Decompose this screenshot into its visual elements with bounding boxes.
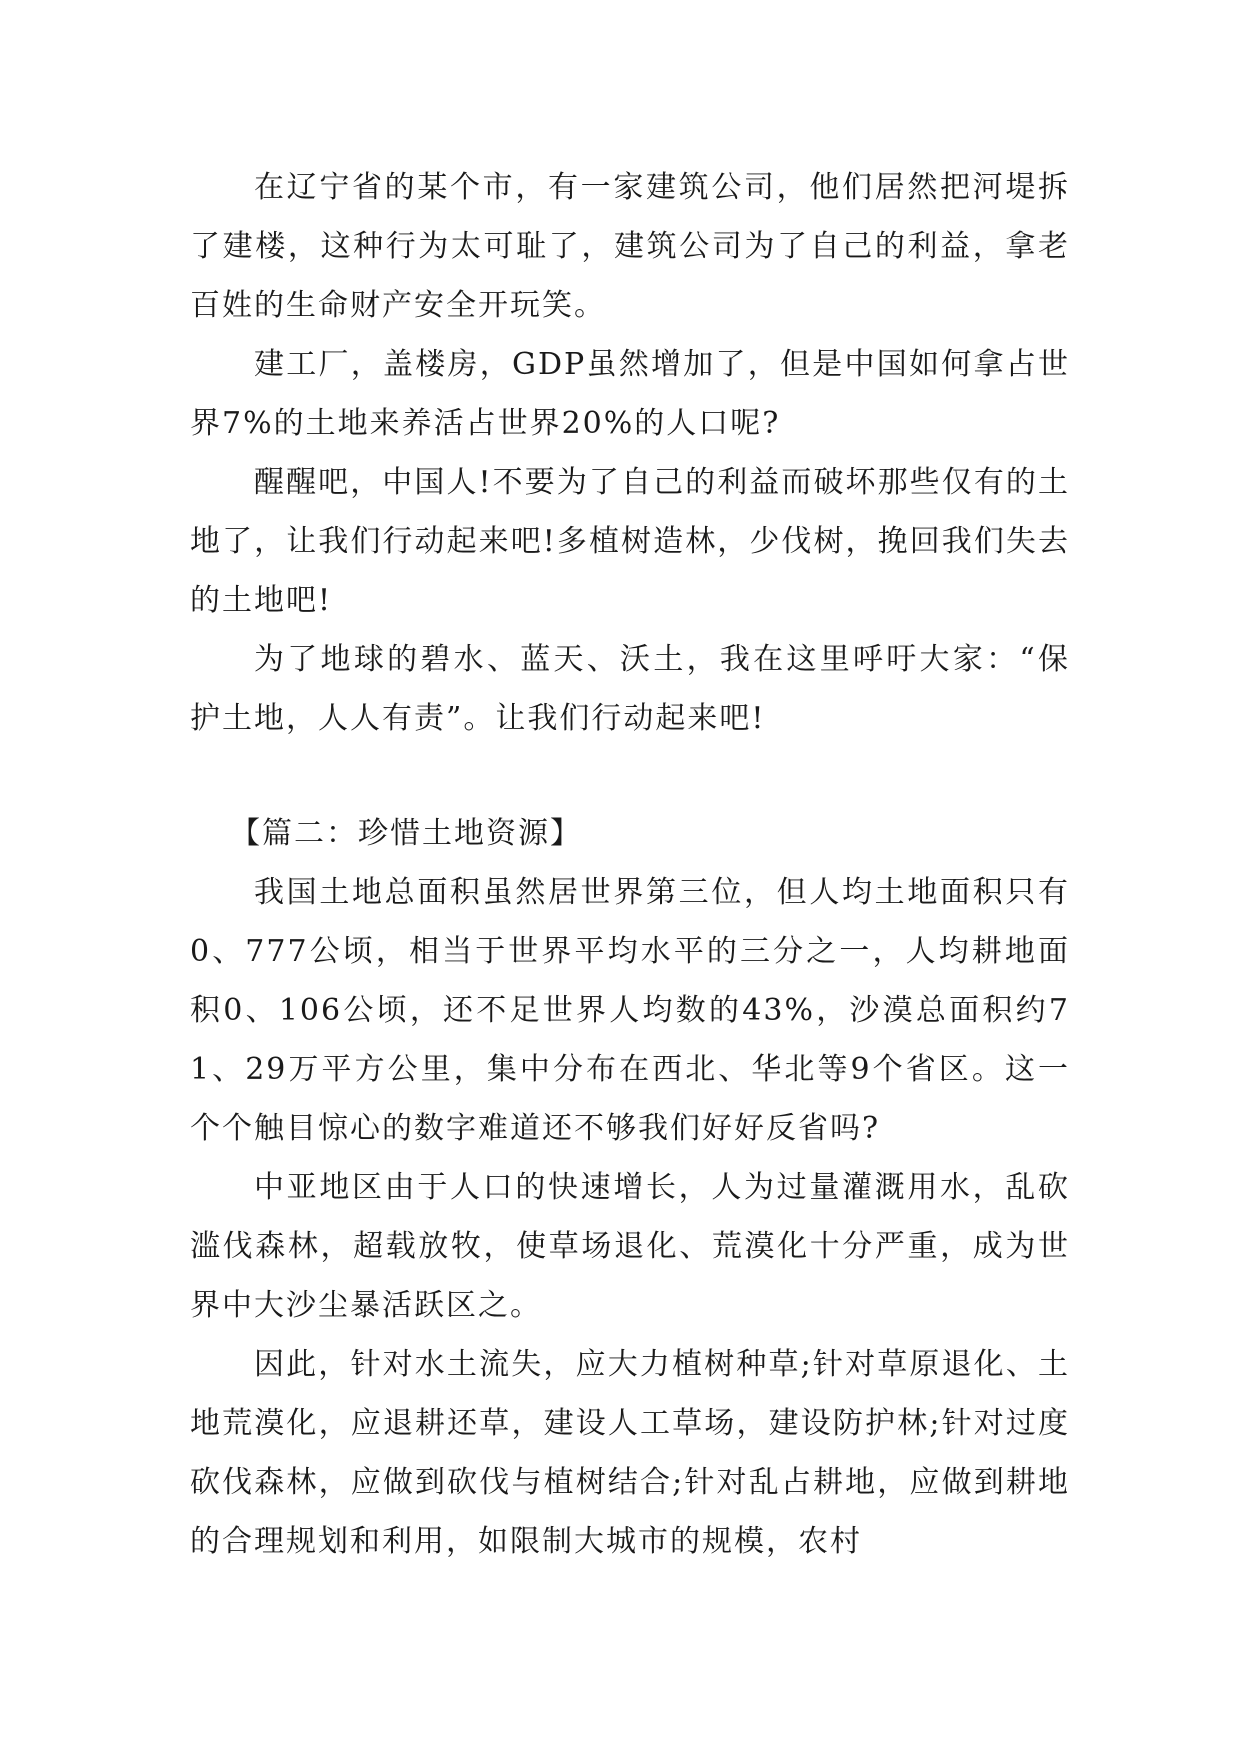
paragraph-3: 醒醒吧，中国人!不要为了自己的利益而破坏那些仅有的土地了，让我们行动起来吧!多植树造林，少伐树，挽回我们失去的土地吧! <box>190 465 1070 618</box>
paragraph-6: 中亚地区由于人口的快速增长，人为过量灌溉用水，乱砍滥伐森林，超载放牧，使草场退化、荒漠化十分严重，成为世界中大沙尘暴活跃区之。 <box>190 1170 1070 1323</box>
paragraph-1: 在辽宁省的某个市，有一家建筑公司，他们居然把河堤拆了建楼，这种行为太可耻了，建筑公司为了自己的利益，拿老百姓的生命财产安全开玩笑。 <box>190 170 1070 323</box>
section-spacer <box>190 748 1070 804</box>
paragraph-5: 我国土地总面积虽然居世界第三位，但人均土地面积只有0、777公顷，相当于世界平均水平的三分之一，人均耕地面积0、106公顷，还不足世界人均数的43%，沙漠总面积约71、29万平方公里，集中分布在西北、华北等9个省区。这一个个触目惊心的数字难道还不够我们好好反省吗? <box>190 875 1070 1146</box>
paragraph-4: 为了地球的碧水、蓝天、沃土，我在这里呼吁大家：“保护土地，人人有责”。让我们行动起来吧! <box>190 642 1070 736</box>
paragraph-2: 建工厂，盖楼房，GDP虽然增加了，但是中国如何拿占世界7%的土地来养活占世界20%的人口呢? <box>190 347 1070 441</box>
document-body <box>190 158 1070 1571</box>
paragraph-7: 因此，针对水土流失，应大力植树种草;针对草原退化、土地荒漠化，应退耕还草，建设人工草场，建设防护林;针对过度砍伐森林，应做到砍伐与植树结合;针对乱占耕地，应做到耕地的合理规划和利用，如限制大城市的规模，农村 <box>190 1347 1070 1559</box>
section-heading: 【篇二：珍惜土地资源】 <box>230 816 582 851</box>
